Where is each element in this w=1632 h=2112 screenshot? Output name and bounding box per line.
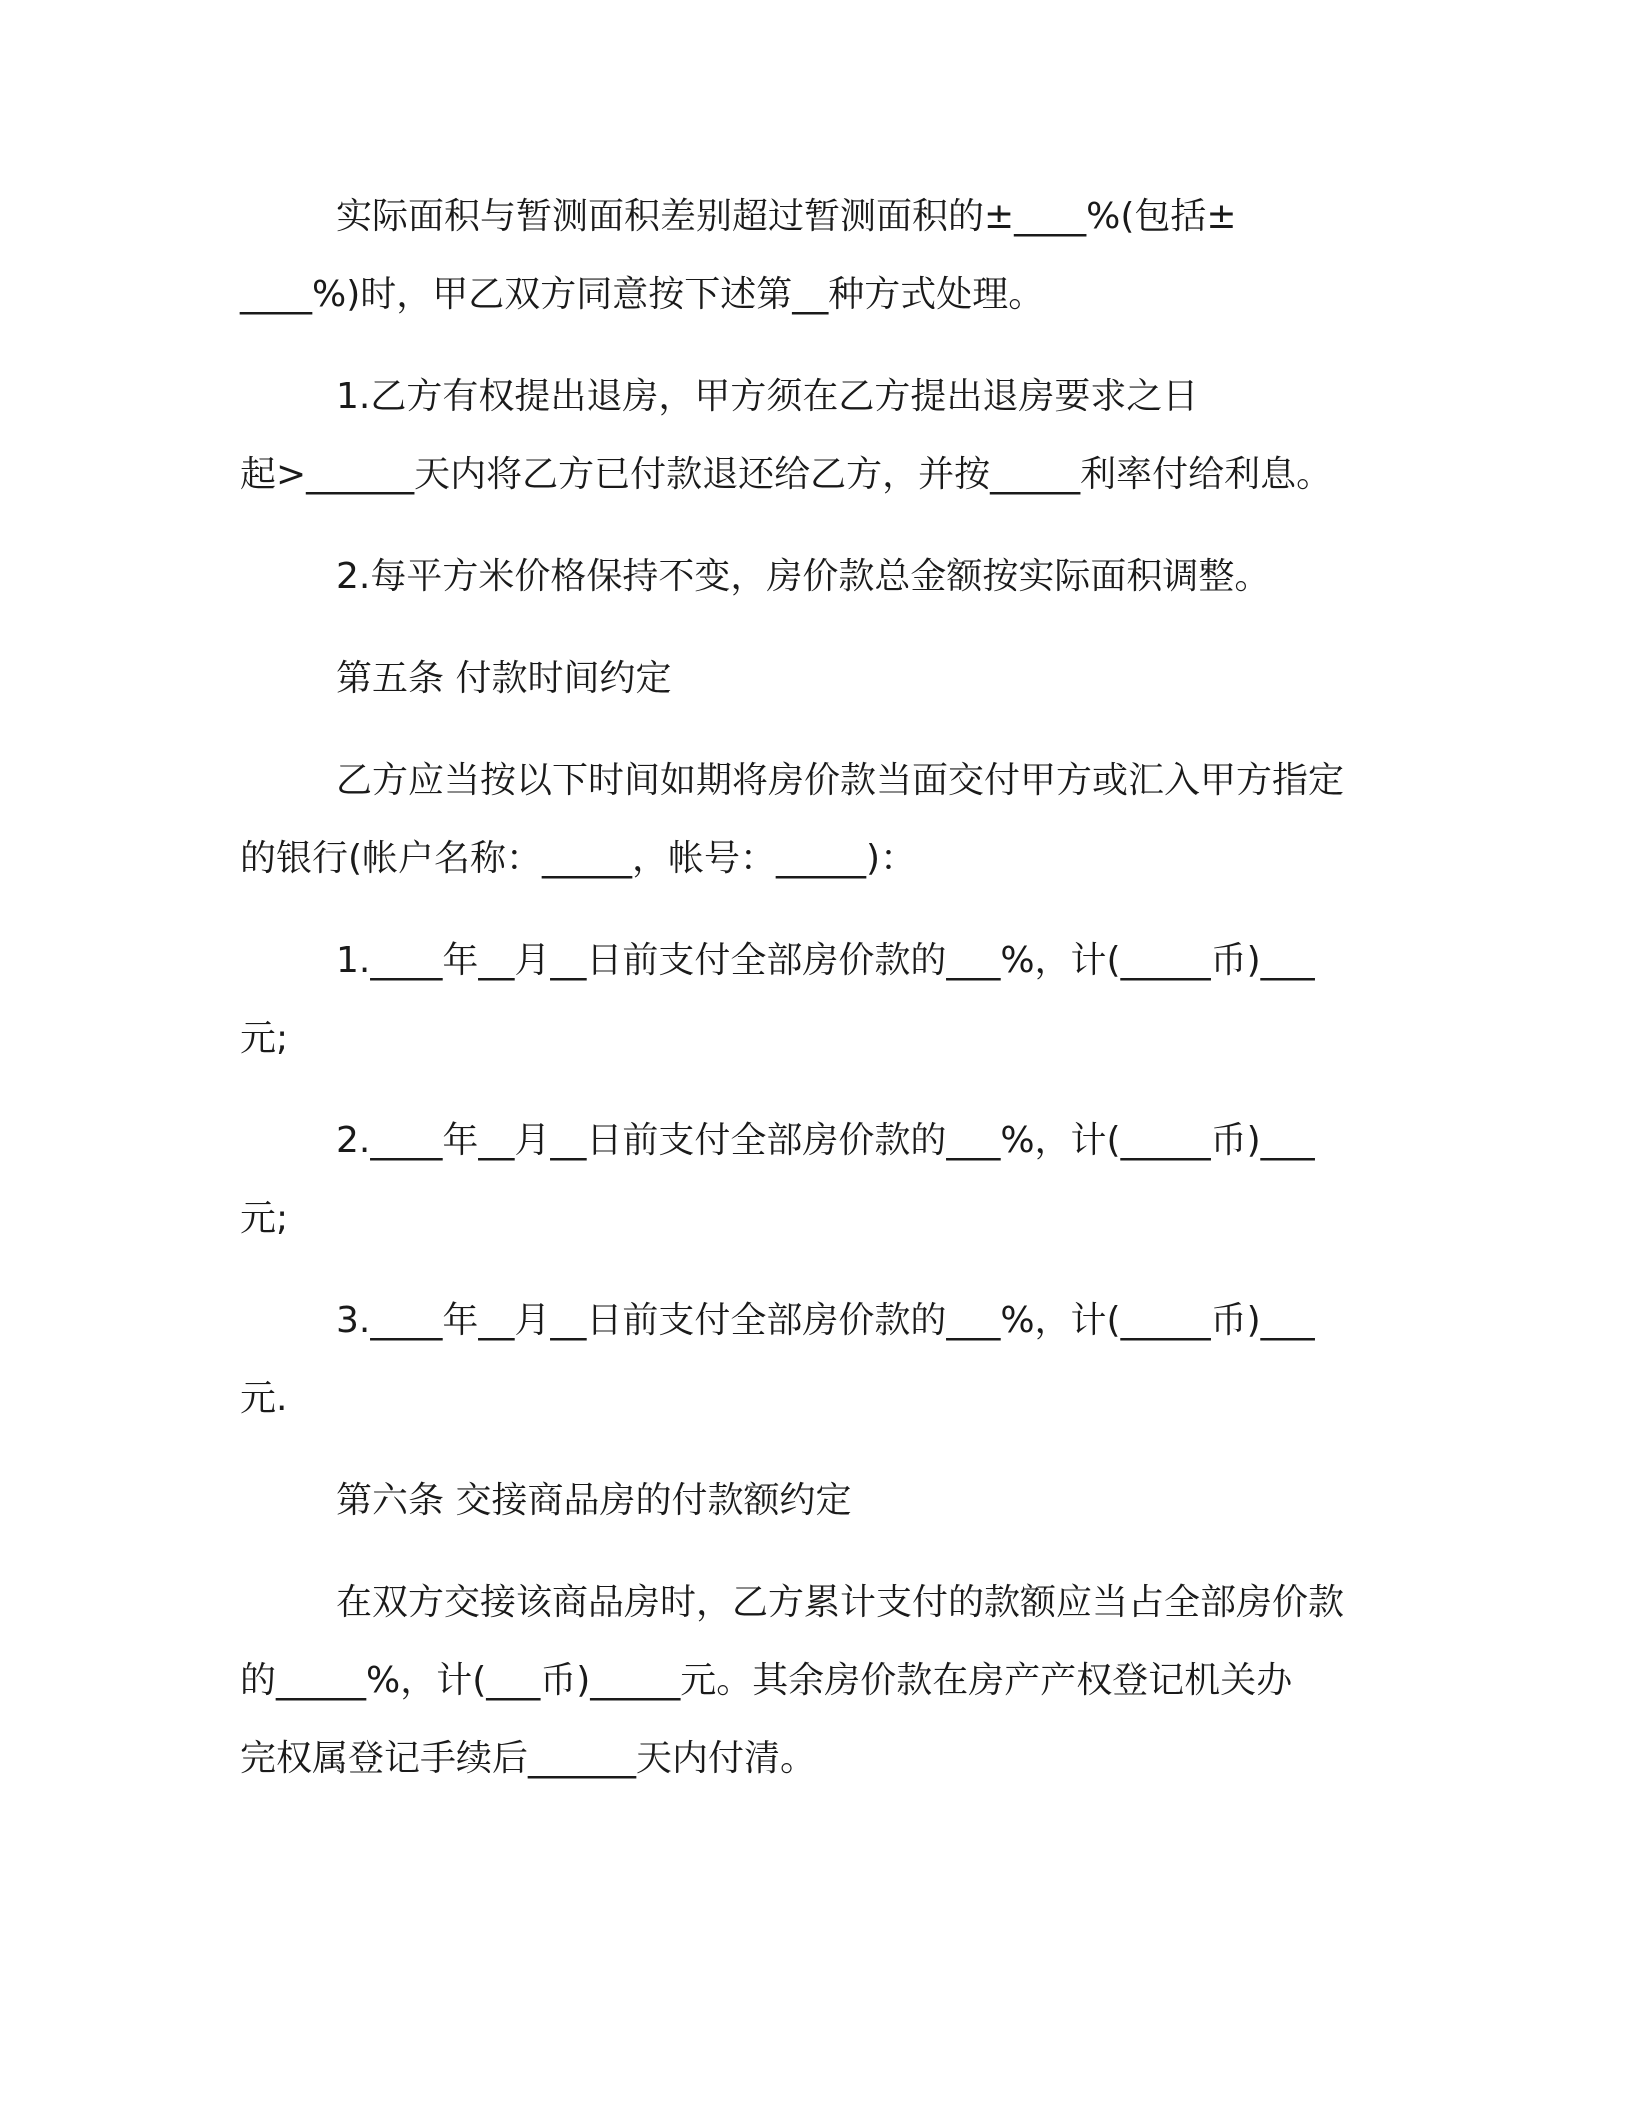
text-line: 元; — [240, 1018, 289, 1059]
paragraph-option-2 — [240, 538, 1380, 616]
heading-article-6: 第六条 交接商品房的付款额约定 — [336, 1480, 852, 1521]
text-line: 1.____年__月__日前支付全部房价款的___%，计(_____币)___ — [336, 940, 1315, 981]
paragraph-area-difference — [240, 178, 1380, 334]
text-line: 乙方应当按以下时间如期将房价款当面交付甲方或汇入甲方指定 — [336, 760, 1345, 801]
heading-article-5: 第五条 付款时间约定 — [336, 658, 672, 699]
text-line: 3.____年__月__日前支付全部房价款的___%，计(_____币)___ — [336, 1300, 1315, 1341]
text-line: 的_____%，计(___币)_____元。其余房价款在房产产权登记机关办 — [240, 1660, 1293, 1701]
text-line: 的银行(帐户名称：_____，帐号：_____)： — [240, 838, 917, 879]
text-line: 完权属登记手续后______天内付清。 — [240, 1738, 817, 1779]
text-line: ____%)时，甲乙双方同意按下述第__种方式处理。 — [240, 274, 1045, 315]
text-line: 1.乙方有权提出退房，甲方须在乙方提出退房要求之日 — [336, 376, 1199, 417]
paragraph-installment-1 — [240, 922, 1380, 1078]
text-line: 实际面积与暂测面积差别超过暂测面积的±____%(包括± — [336, 196, 1237, 237]
text-line: 起>______天内将乙方已付款退还给乙方，并按_____利率付给利息。 — [240, 454, 1333, 495]
paragraph-installment-3 — [240, 1282, 1380, 1438]
text-line: 在双方交接该商品房时，乙方累计支付的款额应当占全部房价款 — [336, 1582, 1345, 1623]
text-line: 2.____年__月__日前支付全部房价款的___%，计(_____币)___ — [336, 1120, 1315, 1161]
paragraph-option-1 — [240, 358, 1380, 514]
text-line: 元. — [240, 1378, 288, 1419]
paragraph-installment-2 — [240, 1102, 1380, 1258]
text-line: 2.每平方米价格保持不变，房价款总金额按实际面积调整。 — [336, 556, 1271, 597]
paragraph-handover-payment — [240, 1564, 1380, 1798]
text-line: 元; — [240, 1198, 289, 1239]
paragraph-payment-method — [240, 742, 1380, 898]
